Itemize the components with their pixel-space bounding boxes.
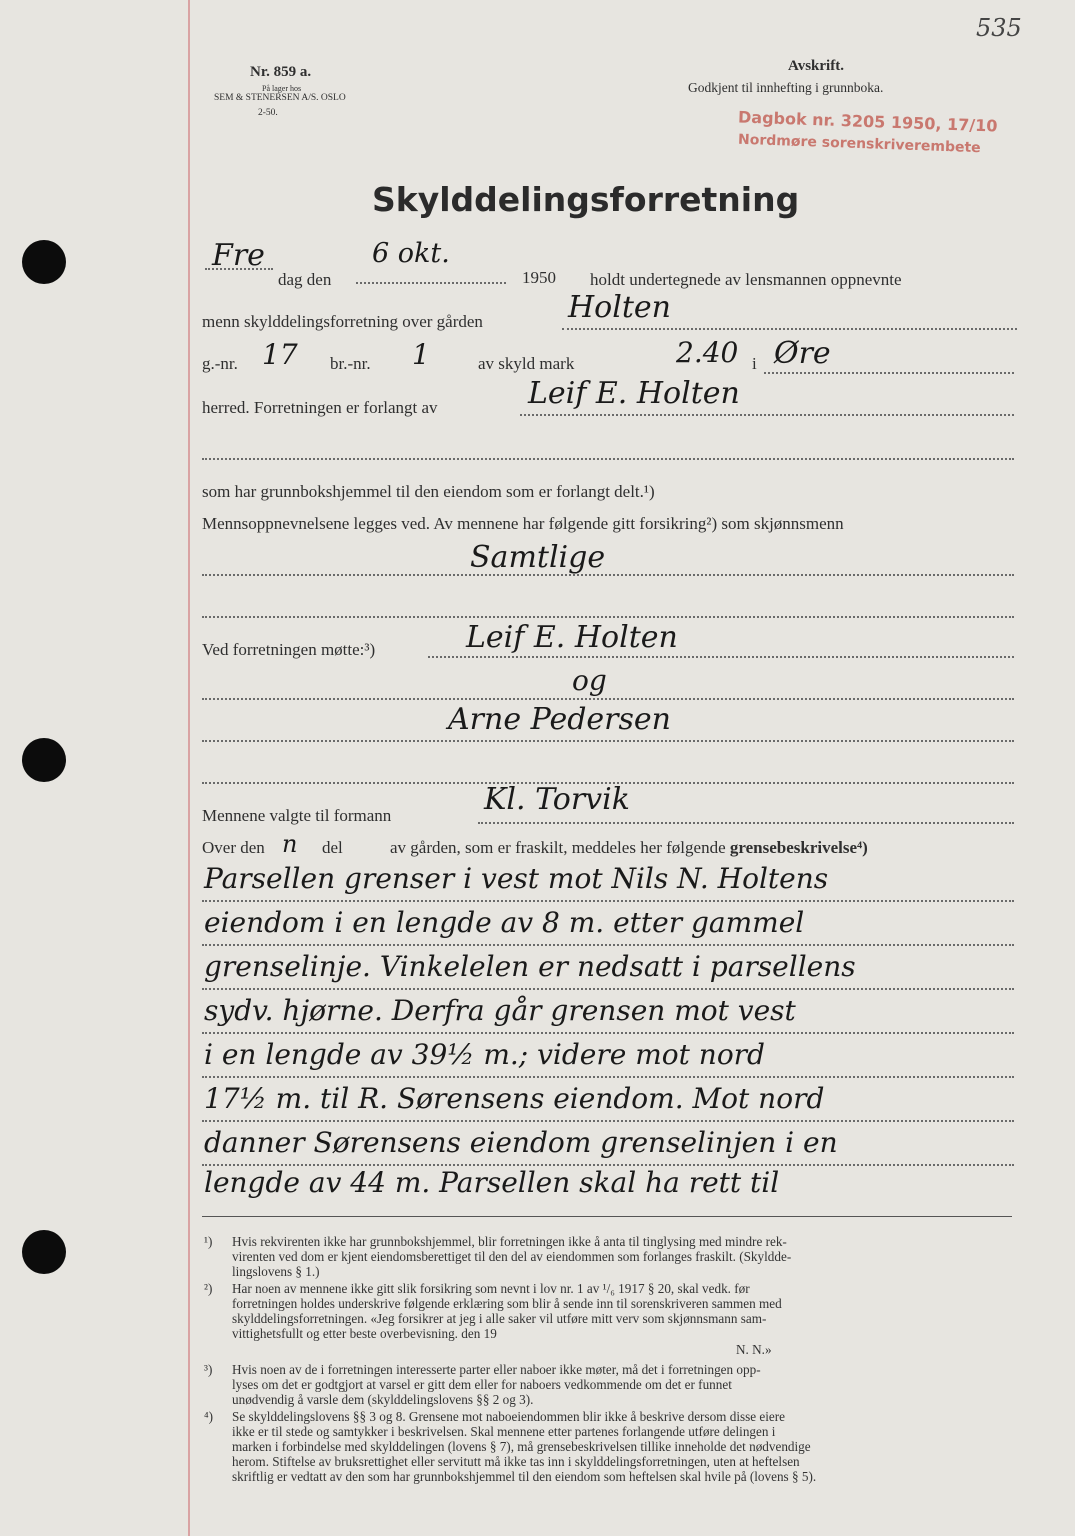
municipality-dotline: [764, 372, 1014, 374]
line6-text: Mennsoppnevnelsene legges ved. Av mennene har følgende gitt forsikring²) som skjønnsmenn: [202, 514, 844, 533]
attended-person-1: Leif E. Holten: [466, 620, 678, 655]
footnote-3-line-1: Hvis noen av de i forretningen interesserte parter eller naboer ikke møter, må det i forretningen opp-: [232, 1362, 761, 1377]
copy-title: Avskrift.: [788, 58, 844, 74]
binder-hole-top: [22, 240, 66, 284]
skyld-field: 2.40: [676, 336, 739, 369]
footnote-2-mark: ²): [204, 1281, 213, 1296]
journal-stamp-line1: Dagbok nr. 3205 1950, 17/10: [737, 107, 998, 136]
line2-text: menn skylddelingsforretning over gården: [202, 312, 483, 331]
footnote-3-line-2: lyses om det er godtgjort at varsel er gitt dem eller for naboers vedkommende om det er funnet: [232, 1377, 732, 1392]
weekday-dotline: [205, 268, 273, 270]
description-line-1: Parsellen grenser i vest mot Nils N. Holtens: [204, 862, 829, 895]
description-line-7: danner Sørensens eiendom grenselinjen i en: [204, 1126, 838, 1159]
farm-name-field: Holten: [568, 290, 671, 325]
blank-dotline-2: [202, 616, 1014, 618]
description-dotline-2: [202, 944, 1014, 946]
footnote-4-line-2: ikke er til stede og samtykker i beskrivelsen. Skal mennene etter partenes forlangende utføre delingen i: [232, 1424, 776, 1439]
gnr-field: 17: [262, 338, 298, 371]
municipality-field: Øre: [774, 336, 831, 371]
herred-label: herred. Forretningen er forlangt av: [202, 398, 438, 417]
copy-approved-text: Godkjent til innhefting i grunnboka.: [688, 80, 884, 95]
description-line-3: grenselinje. Vinkelelen er nedsatt i parsellens: [204, 950, 856, 983]
footnote-1-mark: ¹): [204, 1234, 213, 1249]
line5-text: som har grunnbokshjemmel til den eiendom som er forlangt delt.¹): [202, 482, 655, 501]
attended-person-2: Arne Pedersen: [448, 702, 671, 737]
brnr-label: br.-nr.: [330, 354, 371, 373]
skyld-label: av skyld mark: [478, 354, 575, 373]
document-title: Skylddelingsforretning: [372, 180, 800, 219]
description-dotline-1: [202, 900, 1014, 902]
insured-field: Samtlige: [470, 540, 606, 575]
footnote-4-mark: ⁴): [204, 1409, 213, 1424]
dag-den-label: dag den: [278, 270, 332, 289]
form-supplier-line1: På lager hos: [262, 84, 302, 93]
attended-dotline-2: [202, 698, 1014, 700]
attended-og: og: [572, 664, 607, 697]
footnote-4-line-1: Se skylddelingslovens §§ 3 og 8. Grensene mot naboeiendommen blir ikke å beskrive dersom disse eiere: [232, 1409, 786, 1424]
binder-hole-middle: [22, 738, 66, 782]
footnote-2-line-3: skylddelingsforretningen. «Jeg forsikrer at jeg i alle saker vil utføre mitt verv som skjønnsmann sam-: [232, 1311, 767, 1326]
requester-field: Leif E. Holten: [528, 376, 740, 411]
chair-dotline: [478, 822, 1014, 824]
form-supplier-line2: SEM & STENERSEN A/S. OSLO: [214, 93, 346, 103]
footnote-4-line-3: marken i forbindelse med skylddelingen (lovens § 7), må grensebeskrivelsen tillike inneholde det nødvendige: [232, 1439, 811, 1454]
description-label: [390, 838, 868, 858]
binder-hole-bottom: [22, 1230, 66, 1274]
attended-dotline-3: [202, 740, 1014, 742]
line1-text: holdt undertegnede av lensmannen oppnevnte: [590, 270, 902, 289]
del-label: del: [322, 838, 343, 857]
description-dotline-3: [202, 988, 1014, 990]
description-label-bold: grensebeskrivelse⁴): [729, 838, 868, 857]
form-number: Nr. 859 a.: [250, 64, 312, 80]
gnr-label: g.-nr.: [202, 354, 238, 373]
attended-label: Ved forretningen møtte:³): [202, 640, 376, 659]
form-edition: 2-50.: [258, 108, 278, 118]
description-line-5: i en lengde av 39½ m.; videre mot nord: [204, 1038, 765, 1071]
requester-dotline: [520, 414, 1014, 416]
year-field: 1950: [522, 268, 556, 287]
weekday-field: Fre: [212, 238, 265, 273]
insured-dotline: [202, 574, 1014, 576]
footnote-4-line-5: skriftlig er vedtatt av den som har grunnbokshjemmel til den eiendom som heftelsen skal hvile på (lovens § 5).: [232, 1469, 817, 1484]
footnote-separator: [202, 1216, 1012, 1217]
footnote-2-line-4: vittighetsfullt og etter beste overbevisning. den 19: [232, 1326, 497, 1341]
i-label: i: [752, 354, 757, 373]
footnote-1-line-2: virenten ved dom er kjent eiendomsberettiget til den del av eiendommen som forlanges fraskilt. (Skyldde-: [232, 1249, 792, 1264]
description-line-4: sydv. hjørne. Derfra går grensen mot vest: [204, 994, 796, 1027]
footnote-3-line-3: unødvendig å varsle dem (skylddelingslovens §§ 2 og 3).: [232, 1392, 534, 1407]
footnote-4-line-4: herom. Stiftelse av bruksrettighet eller servitutt må ikke tas inn i skylddelingsforretningen, uten at heftelsen: [232, 1454, 800, 1469]
over-den-suffix: n: [282, 830, 298, 858]
description-line-2: eiendom i en lengde av 8 m. etter gammel: [204, 906, 805, 939]
date-dotline: [356, 282, 506, 284]
attended-dotline-1: [428, 656, 1014, 658]
description-line-8: lengde av 44 m. Parsellen skal ha rett til: [204, 1166, 780, 1199]
footnote-2-line-1: Har noen av mennene ikke gitt slik forsikring som nevnt i lov nr. 1 av ¹/₆ 1917 § 20, skal vedk. før: [232, 1281, 750, 1296]
footnote-2-line-2: forretningen holdes underskrive følgende erklæring som blir å sende inn til sorenskriveren sammen med: [232, 1296, 782, 1311]
description-line-6: 17½ m. til R. Sørensens eiendom. Mot nord: [204, 1082, 825, 1115]
footnote-2-signature: N. N.»: [736, 1342, 772, 1357]
description-label-text: av gården, som er fraskilt, meddeles her følgende: [390, 838, 730, 857]
chair-label: Mennene valgte til formann: [202, 806, 392, 825]
farm-dotline: [562, 328, 1017, 330]
brnr-field: 1: [412, 338, 430, 371]
description-dotline-5: [202, 1076, 1014, 1078]
over-den-label: Over den: [202, 838, 265, 857]
chair-field: Kl. Torvik: [484, 782, 630, 817]
journal-stamp-line2: Nordmøre sorenskriverembete: [737, 131, 981, 157]
footnote-1-line-3: lingslovens § 1.): [232, 1264, 320, 1279]
description-dotline-4: [202, 1032, 1014, 1034]
footnote-3-mark: ³): [204, 1362, 213, 1377]
footnote-1-line-1: Hvis rekvirenten ikke har grunnbokshjemmel, blir forretningen ikke å anta til tinglysing med mindre rek-: [232, 1234, 787, 1249]
date-field: 6 okt.: [372, 238, 450, 269]
blank-dotline-1: [202, 458, 1014, 460]
page-number: 535: [976, 14, 1022, 42]
page-margin-rule: [188, 0, 190, 1536]
description-dotline-6: [202, 1120, 1014, 1122]
